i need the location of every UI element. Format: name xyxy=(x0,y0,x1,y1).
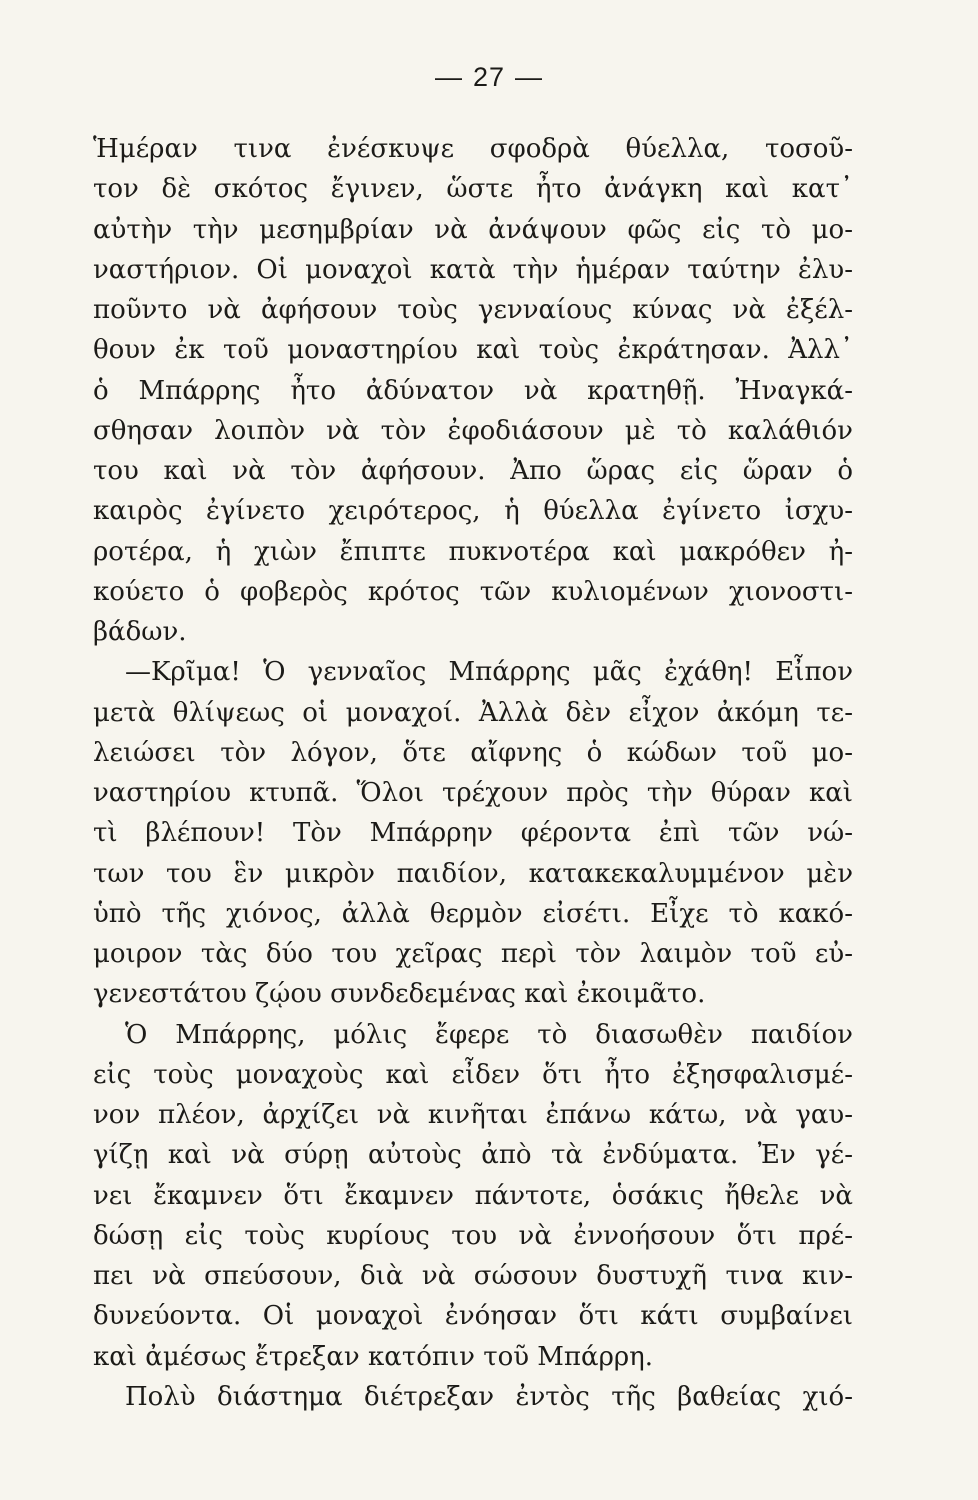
text-line: ποῦντο νὰ ἀφήσουν τοὺς γενναίους κύνας νὰ ἐξέλ- xyxy=(93,295,853,325)
text-line: του καὶ νὰ τὸν ἀφήσουν. Ἀπο ὥρας εἰς ὥραν ὁ xyxy=(93,456,853,486)
text-line: νει ἔκαμνεν ὅτι ἔκαμνεν πάντοτε, ὁσάκις ἤθελε νὰ xyxy=(93,1180,853,1211)
page-number-value: 27 xyxy=(472,62,506,92)
text-line: —Κρῖμα! Ὁ γενναῖος Μπάρρης μᾶς ἐχάθη! Εἶπον xyxy=(125,657,853,688)
page-number xyxy=(0,62,978,93)
text-line: λειώσει τὸν λόγον, ὅτε αἴφνης ὁ κώδων τοῦ μο- xyxy=(93,737,853,768)
text-line: ροτέρα, ἡ χιὼν ἔπιπτε πυκνοτέρα καὶ μακρόθεν ἠ- xyxy=(93,536,853,567)
text-line: ναστηρίου κτυπᾶ. Ὅλοι τρέχουν πρὸς τὴν θύραν καὶ xyxy=(93,778,853,808)
text-line: ναστήριον. Οἱ μοναχοὶ κατὰ τὴν ἡμέραν ταύτην ἐλυ- xyxy=(93,254,853,285)
text-line: καὶ ἀμέσως ἔτρεξαν κατόπιν τοῦ Μπάρρη. xyxy=(93,1341,653,1372)
text-line: μετὰ θλίψεως οἱ μοναχοί. Ἀλλὰ δὲν εἶχον ἀκόμη τε- xyxy=(93,697,853,728)
text-line: γίζῃ καὶ νὰ σύρῃ αὐτοὺς ἀπὸ τὰ ἐνδύματα. Ἐν γέ- xyxy=(93,1140,853,1171)
text-line: θουν ἐκ τοῦ μοναστηρίου καὶ τοὺς ἐκράτησαν. Ἀλλ᾿ xyxy=(93,335,853,366)
text-line: ὑπὸ τῆς χιόνος, ἀλλὰ θερμὸν εἰσέτι. Εἶχε τὸ κακό- xyxy=(93,898,853,929)
page-number-dash-left: — xyxy=(434,62,463,92)
text-line: βάδων. xyxy=(93,617,187,647)
text-line: Ὁ Μπάρρης, μόλις ἔφερε τὸ διασωθὲν παιδίον xyxy=(125,1019,853,1050)
text-line: εἰς τοὺς μοναχοὺς καὶ εἶδεν ὅτι ἦτο ἐξησφαλισμέ- xyxy=(93,1059,853,1090)
text-line: των του ἓν μικρὸν παιδίον, κατακεκαλυμμένον μὲν xyxy=(93,858,853,889)
text-line: Πολὺ διάστημα διέτρεξαν ἐντὸς τῆς βαθείας χιό- xyxy=(125,1381,853,1412)
text-line: πει νὰ σπεύσουν, διὰ νὰ σώσουν δυστυχῆ τινα κιν- xyxy=(93,1261,853,1291)
text-line: σθησαν λοιπὸν νὰ τὸν ἐφοδιάσουν μὲ τὸ καλάθιόν xyxy=(93,415,853,446)
text-line: δώσῃ εἰς τοὺς κυρίους του νὰ ἐννοήσουν ὅτι πρέ- xyxy=(93,1220,853,1251)
text-line: καιρὸς ἐγίνετο χειρότερος, ἡ θύελλα ἐγίνετο ἰσχυ- xyxy=(93,496,853,527)
text-line: νον πλέον, ἀρχίζει νὰ κινῆται ἐπάνω κάτω, νὰ γαυ- xyxy=(93,1100,853,1130)
text-line: αὐτὴν τὴν μεσημβρίαν νὰ ἀνάψουν φῶς εἰς τὸ μο- xyxy=(93,214,853,245)
body-text xyxy=(93,129,853,1417)
text-line: μοιρον τὰς δύο του χεῖρας περὶ τὸν λαιμὸν τοῦ εὐ- xyxy=(93,939,853,969)
text-line: τὶ βλέπουν! Τὸν Μπάρρην φέροντα ἐπὶ τῶν νώ- xyxy=(93,818,853,849)
text-line: Ἡμέραν τινα ἐνέσκυψε σφοδρὰ θύελλα, τοσοῦ- xyxy=(93,134,853,164)
text-line: ὁ Μπάρρης ἦτο ἀδύνατον νὰ κρατηθῇ. Ἠναγκά- xyxy=(93,375,853,406)
text-line: τον δὲ σκότος ἔγινεν, ὥστε ἦτο ἀνάγκη καὶ κατ᾿ xyxy=(93,174,853,205)
text-line: δυνεύοντα. Οἱ μοναχοὶ ἐνόησαν ὅτι κάτι συμβαίνει xyxy=(93,1301,853,1332)
text-line: κούετο ὁ φοβερὸς κρότος τῶν κυλιομένων χιονοστι- xyxy=(93,576,853,607)
text-line: γενεστάτου ζῴου συνδεδεμένας καὶ ἐκοιμᾶτο. xyxy=(93,979,706,1010)
page-number-dash-right: — xyxy=(515,62,544,92)
